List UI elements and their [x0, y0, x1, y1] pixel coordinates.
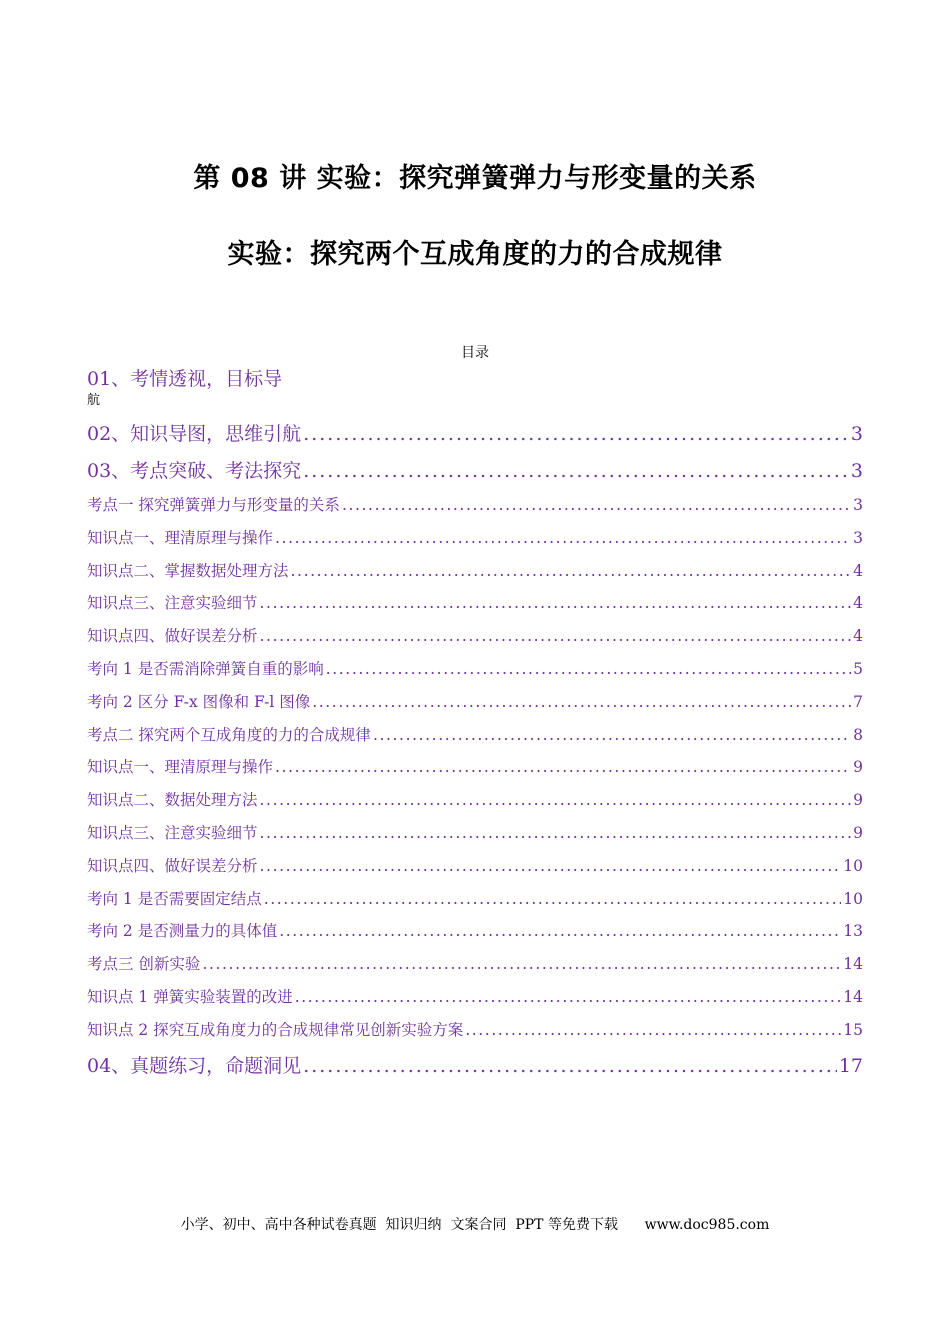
toc-leader	[465, 1021, 841, 1039]
toc-entry-label: 考向 1 是否需要固定结点	[87, 890, 262, 908]
toc-page-number: 4	[853, 562, 863, 580]
toc-entry[interactable]	[87, 1018, 863, 1040]
toc-entry[interactable]	[87, 755, 863, 777]
toc-page-number: 8	[853, 726, 863, 744]
toc-entry[interactable]	[87, 952, 863, 974]
toc-entry[interactable]	[87, 919, 863, 941]
toc-entry-label: 03、考点突破、考法探究	[87, 460, 302, 482]
toc-entry-label: 考点三 创新实验	[87, 955, 201, 973]
toc-leader	[373, 726, 851, 744]
toc-page-number: 9	[853, 758, 863, 776]
toc-page-number: 17	[838, 1055, 863, 1077]
toc-page-number: 9	[853, 791, 863, 809]
toc-page-number: 4	[853, 594, 863, 612]
toc-entry-label: 考向 2 是否测量力的具体值	[87, 922, 278, 940]
toc-leader	[275, 529, 851, 547]
toc-entry-label: 知识点一、理清原理与操作	[87, 529, 274, 547]
toc-entry-label: 知识点 2 探究互成角度力的合成规律常见创新实验方案	[87, 1021, 464, 1039]
toc-leader	[295, 988, 842, 1006]
toc-entry-label: 知识点一、理清原理与操作	[87, 758, 274, 776]
toc-page-number: 3	[853, 496, 863, 514]
toc-entry[interactable]	[87, 419, 863, 446]
toc-entry-label: 考向 1 是否需消除弹簧自重的影响	[87, 660, 324, 678]
toc-entry[interactable]	[87, 788, 863, 810]
toc-page-number: 10	[843, 857, 863, 875]
toc-entry-label: 04、真题练习，命题洞见	[87, 1055, 302, 1077]
toc-entry[interactable]	[87, 456, 863, 483]
toc-leader	[303, 423, 849, 445]
toc-entry-label: 知识点二、数据处理方法	[87, 791, 258, 809]
toc-page-number: 10	[843, 890, 863, 908]
toc-leader	[260, 857, 842, 875]
toc-leader	[260, 594, 852, 612]
toc-entry-label: 考点一 探究弹簧弹力与形变量的关系	[87, 496, 340, 514]
toc-entry[interactable]	[87, 493, 863, 515]
toc-entry[interactable]	[87, 1051, 863, 1078]
document-subtitle: 实验：探究两个互成角度的力的合成规律	[227, 239, 723, 270]
toc-leader	[264, 890, 842, 908]
toc-leader	[260, 824, 852, 842]
toc-leader	[303, 1055, 837, 1077]
toc-leader	[312, 693, 851, 711]
toc-heading: 目录	[461, 345, 489, 361]
toc-entry-label: 知识点四、做好误差分析	[87, 627, 258, 645]
toc-entry[interactable]	[87, 985, 863, 1007]
toc-leader	[326, 660, 851, 678]
toc-page-number: 7	[853, 693, 863, 711]
toc-leader	[342, 496, 851, 514]
toc-entry[interactable]	[87, 624, 863, 646]
toc-entry[interactable]	[87, 690, 863, 712]
toc-page-number: 3	[853, 529, 863, 547]
toc-leader	[303, 460, 849, 482]
toc-entry-label: 01、考情透视，目标导	[87, 368, 283, 390]
toc-entry[interactable]	[87, 526, 863, 548]
toc-entry[interactable]	[87, 657, 863, 679]
toc-leader	[291, 562, 852, 580]
toc-entry[interactable]	[87, 723, 863, 745]
toc-page-number: 14	[843, 955, 863, 973]
toc-entry-label: 考向 2 区分 F-x 图像和 F-l 图像	[87, 693, 311, 711]
toc-leader	[260, 627, 852, 645]
toc-page-number: 3	[850, 460, 863, 482]
toc-entry-label: 知识点三、注意实验细节	[87, 594, 258, 612]
toc-entry-label: 02、知识导图，思维引航	[87, 423, 302, 445]
toc-entry-first[interactable]	[87, 364, 863, 391]
toc-entry[interactable]	[87, 591, 863, 613]
toc-page-number: 14	[843, 988, 863, 1006]
toc-entry[interactable]	[87, 821, 863, 843]
toc-entry-label: 知识点四、做好误差分析	[87, 857, 258, 875]
toc-page-number: 3	[850, 423, 863, 445]
toc-page-number: 4	[853, 627, 863, 645]
toc-page-number: 5	[853, 660, 863, 678]
document-title: 第 08 讲 实验：探究弹簧弹力与形变量的关系	[193, 163, 757, 194]
toc-entry[interactable]	[87, 887, 863, 909]
toc-leader	[260, 791, 852, 809]
toc-entry-label: 知识点 1 弹簧实验装置的改进	[87, 988, 293, 1006]
toc-leader	[279, 922, 841, 940]
toc-entry[interactable]	[87, 559, 863, 581]
page-footer: 小学、初中、高中各种试卷真题 知识归纳 文案合同 PPT 等免费下载 www.doc985.com	[180, 1217, 770, 1233]
toc-page-number: 9	[853, 824, 863, 842]
toc-entry[interactable]	[87, 854, 863, 876]
toc-entry-label: 知识点二、掌握数据处理方法	[87, 562, 289, 580]
toc-entry-continuation: 航	[87, 393, 101, 408]
toc-leader	[202, 955, 841, 973]
toc-page-number: 13	[843, 922, 863, 940]
toc-leader	[275, 758, 851, 776]
toc-entry-label: 考点二 探究两个互成角度的力的合成规律	[87, 726, 371, 744]
toc-page-number: 15	[843, 1021, 863, 1039]
toc-entry-label: 知识点三、注意实验细节	[87, 824, 258, 842]
